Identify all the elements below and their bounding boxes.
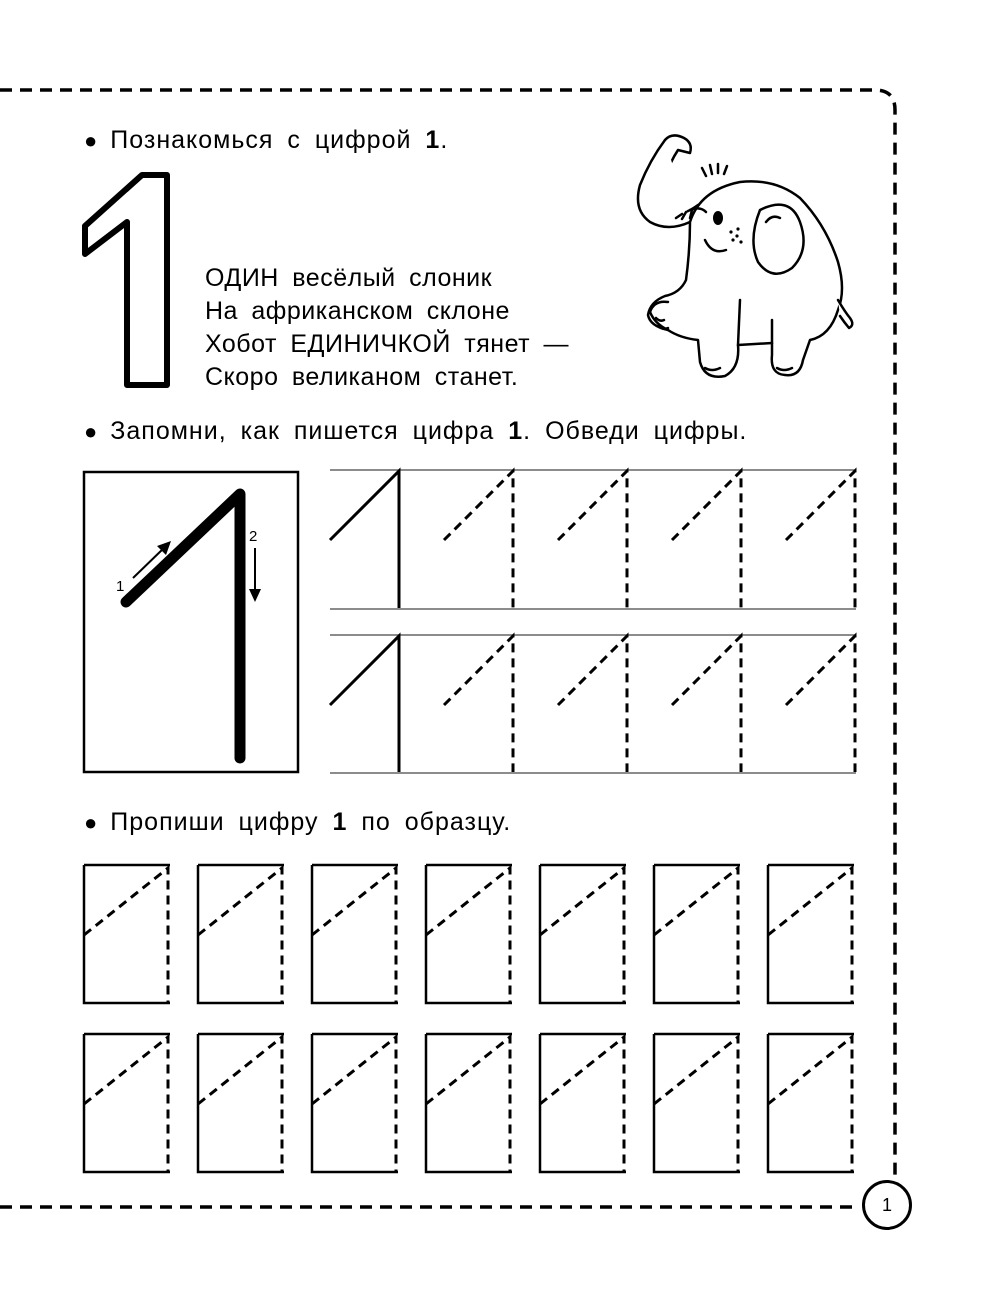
practice-row-1	[84, 865, 854, 1003]
trace-heading-end: . Обведи цифры.	[523, 417, 748, 445]
practice-row-2	[84, 1034, 854, 1172]
intro-heading-text: Познакомься с цифрой	[110, 126, 412, 154]
poem-line: Скоро великаном станет.	[205, 363, 519, 391]
stroke-1-label: 1	[116, 578, 125, 595]
bullet-icon: ●	[84, 810, 99, 835]
practice-heading-digit: 1	[332, 808, 348, 836]
bullet-icon: ●	[84, 419, 99, 444]
intro-heading	[84, 126, 448, 155]
poem-line: Хобот ЕДИНИЧКОЙ тянет —	[205, 330, 570, 358]
elephant-illustration	[638, 135, 852, 376]
practice-heading	[84, 808, 511, 837]
practice-grid	[84, 865, 854, 1172]
intro-heading-digit: 1	[425, 126, 441, 154]
stroke-order-box	[84, 472, 298, 772]
tracing-row-1	[330, 470, 856, 609]
stroke-2-label: 2	[249, 528, 258, 545]
trace-heading	[84, 417, 747, 446]
practice-heading-text: Пропиши цифру	[110, 808, 319, 836]
poem	[205, 262, 569, 394]
poem-line: ОДИН весёлый слоник	[205, 264, 493, 292]
big-digit-label	[85, 175, 167, 385]
intro-heading-end: .	[440, 126, 449, 154]
bullet-icon: ●	[84, 128, 99, 153]
trace-heading-text: Запомни, как пишется цифра	[110, 417, 495, 445]
poem-line: На африканском склоне	[205, 297, 510, 325]
practice-heading-end: по образцу.	[361, 808, 512, 836]
tracing-row-2	[330, 635, 856, 773]
trace-heading-digit: 1	[508, 417, 524, 445]
page-number: 1	[862, 1180, 912, 1230]
